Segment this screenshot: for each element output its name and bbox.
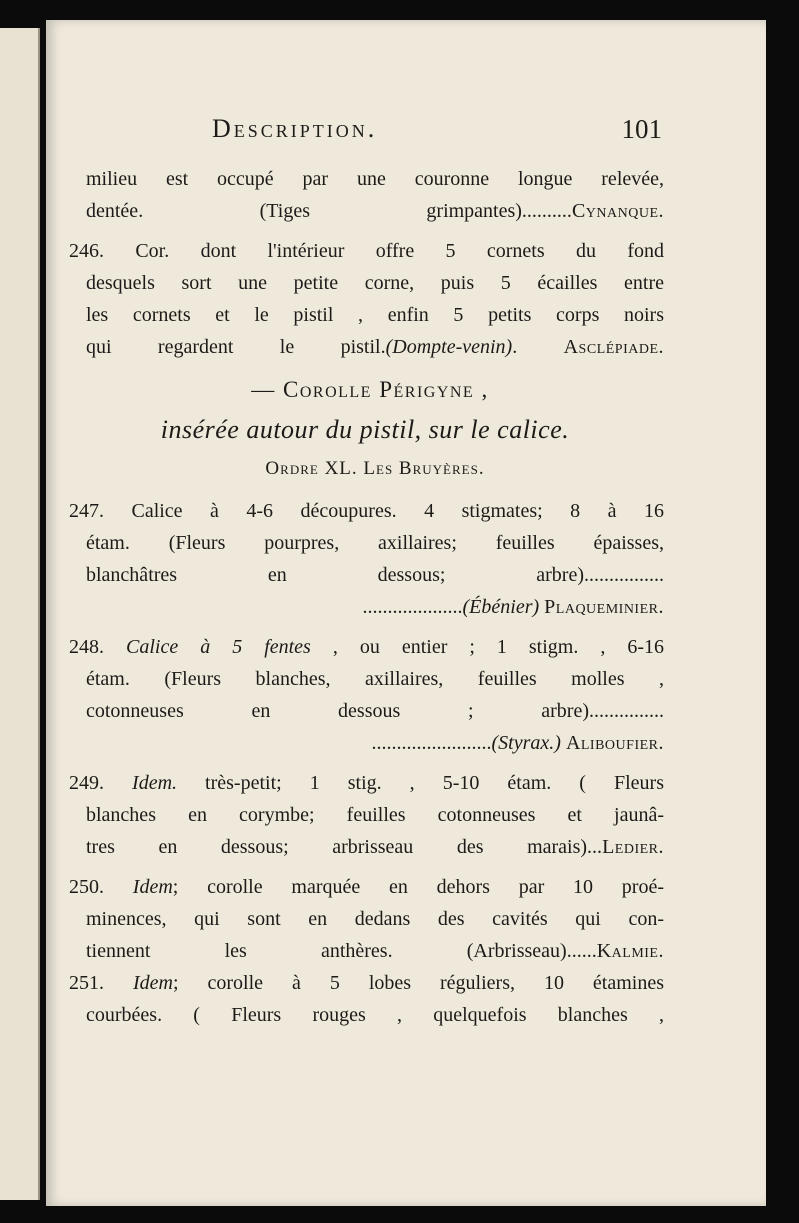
common-name: (Styrax.) (491, 732, 561, 754)
facing-page-edge (0, 28, 40, 1200)
genus-name: Kalmie. (596, 940, 664, 962)
section-subtitle: insérée autour du pistil, sur le calice. (160, 415, 570, 444)
entry-248 (69, 631, 664, 663)
entry-251 (69, 967, 664, 999)
separator: . (512, 336, 564, 358)
leader-dots: ........................ (371, 732, 492, 754)
entry-number: 249. (69, 772, 104, 794)
text-line: milieu est occupé par une couronne longue relevée, (86, 168, 664, 190)
line-text: ; corolle à 5 lobes réguliers, 10 étamines (172, 972, 665, 994)
genus-name: Cynanque. (571, 200, 664, 222)
section-title: — Corolle Périgyne , (251, 377, 489, 402)
line-text: tiennent les anthères. (Arbrisseau)...... (86, 940, 597, 962)
page-header (212, 114, 662, 150)
entry-246: 246. Cor. dont l'intérieur offre 5 cornets du fond (69, 240, 664, 262)
line-text: ; corolle marquée en dehors par 10 proé- (172, 876, 665, 898)
genus-name: Plaqueminier. (544, 596, 664, 618)
line-text: , ou entier ; 1 stigm. , 6-16 (332, 636, 665, 658)
text-line: courbées. ( Fleurs rouges , quelquefois blanches , (86, 1004, 664, 1026)
page-number: 101 (621, 114, 662, 144)
italic-term: Idem. (132, 772, 178, 794)
common-name: (Ébénier) (462, 596, 540, 618)
running-title: Description. (212, 114, 378, 143)
text-line: desquels sort une petite corne, puis 5 écailles entre (86, 272, 664, 294)
text-line: blanchâtres en dessous; arbre)................ (86, 564, 664, 586)
text-line (86, 727, 664, 759)
line-text: dentée. (Tiges grimpantes).......... (86, 200, 572, 222)
text-line: étam. (Fleurs blanches, axillaires, feuilles molles , (86, 668, 664, 690)
text-line (86, 935, 664, 967)
genus-name: Asclépiade. (563, 336, 665, 358)
entry-number: 250. (69, 876, 104, 898)
page-text (69, 163, 665, 1031)
common-name: (Dompte-venin) (385, 336, 513, 358)
text-line (86, 591, 664, 623)
text-line (86, 331, 664, 363)
entry-number: 251. (69, 972, 104, 994)
text-line: les cornets et le pistil , enfin 5 petits corps noirs (86, 304, 664, 326)
italic-term: Calice à 5 fentes (126, 636, 311, 658)
entry-number: 248. (69, 636, 104, 658)
line-text: très-petit; 1 stig. , 5-10 étam. ( Fleurs (205, 772, 664, 794)
order-heading: Ordre XL. Les Bruyères. (265, 458, 485, 479)
entry-250 (69, 871, 664, 903)
text-line: blanches en corymbe; feuilles cotonneuses et jaunâ- (86, 804, 664, 826)
genus-name: Aliboufier. (565, 732, 664, 754)
italic-term: Idem (132, 972, 173, 994)
line-text: qui regardent le pistil. (86, 336, 386, 358)
text-line (86, 831, 664, 863)
line-text: tres en dessous; arbrisseau des marais)... (86, 836, 603, 858)
genus-name: Ledier. (602, 836, 664, 858)
entry-249 (69, 767, 664, 799)
leader-dots: .................... (362, 596, 463, 618)
italic-term: Idem (132, 876, 173, 898)
text-line: étam. (Fleurs pourpres, axillaires; feuilles épaisses, (86, 532, 664, 554)
text-line (86, 195, 664, 227)
entry-247: 247. Calice à 4-6 découpures. 4 stigmates; 8 à 16 (69, 500, 664, 522)
text-line: cotonneuses en dessous ; arbre)............... (86, 700, 664, 722)
text-line: minences, qui sont en dedans des cavités qui con- (86, 908, 664, 930)
